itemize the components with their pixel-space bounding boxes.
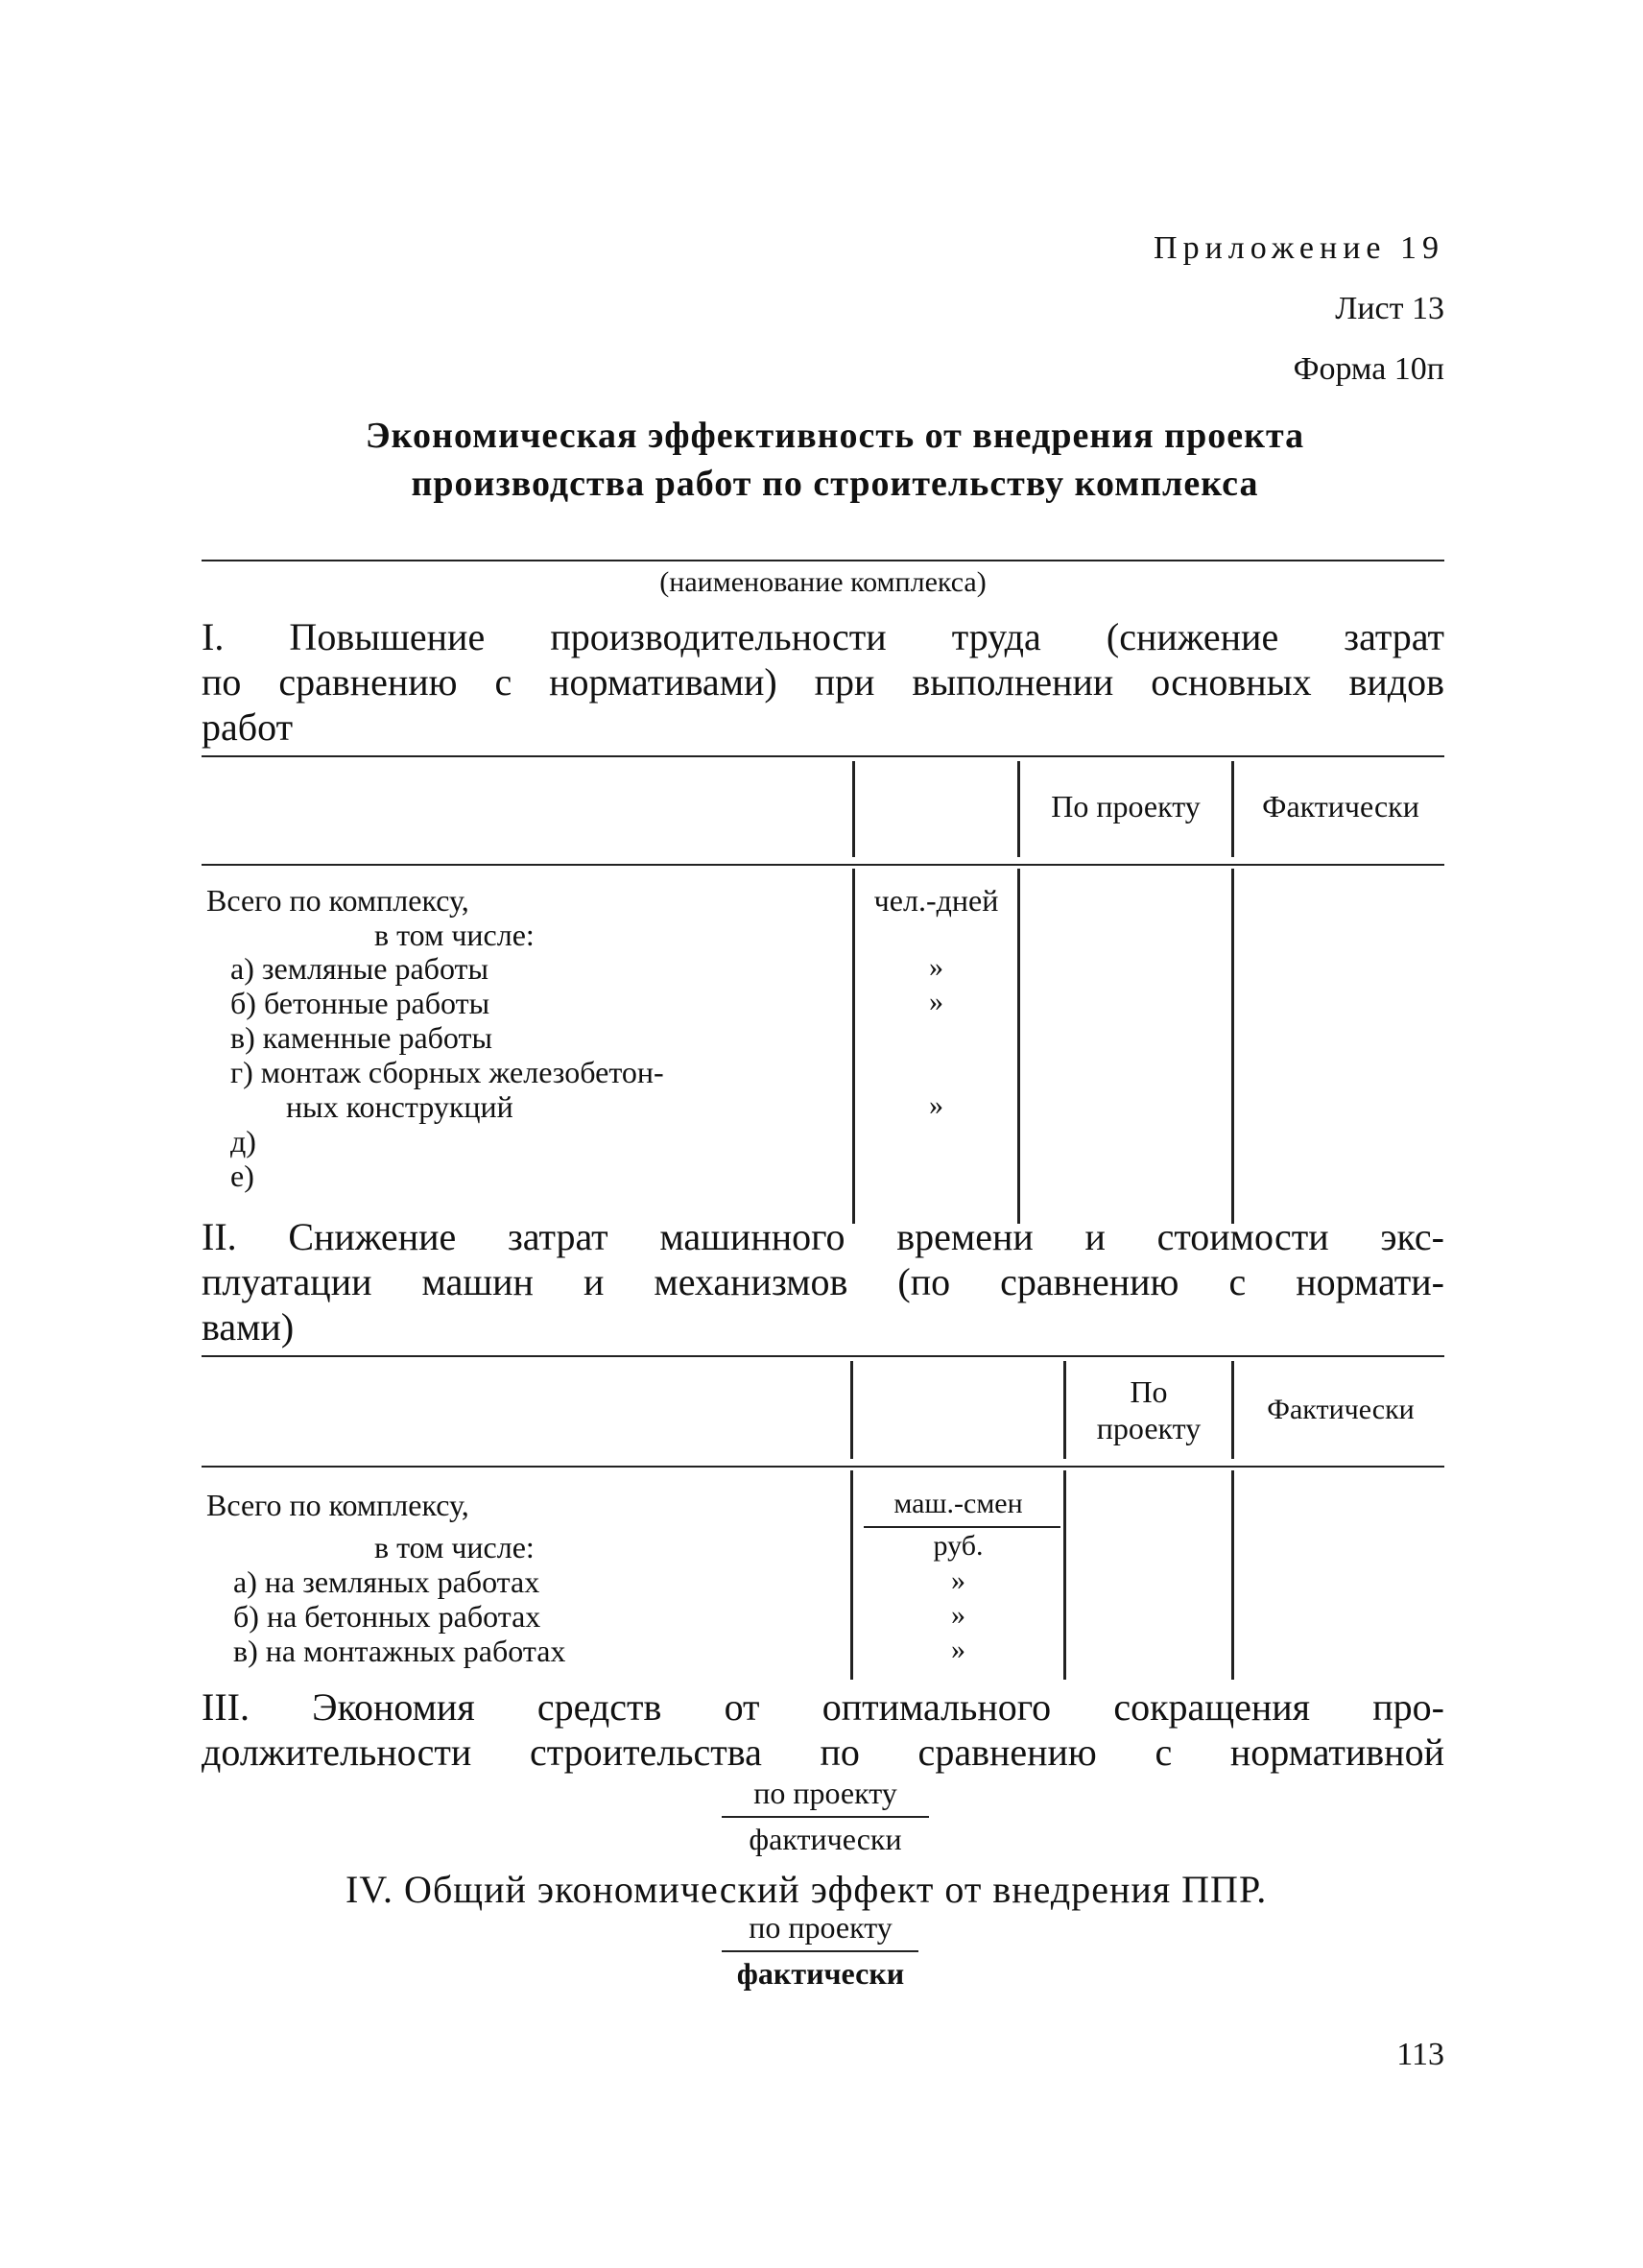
table1-divider-1-body bbox=[852, 869, 855, 1224]
table2-item-label: в) на монтажных работах bbox=[233, 1634, 566, 1668]
complex-caption: (наименование комплекса) bbox=[659, 566, 987, 598]
table2-divider-3-body bbox=[1231, 1470, 1234, 1680]
table1-divider-2-body bbox=[1017, 869, 1020, 1224]
section4-fraction-line bbox=[722, 1950, 918, 1952]
document-title-line2: производства работ по строительству комплекса bbox=[411, 464, 1259, 504]
table2-item-label: б) на бетонных работах bbox=[233, 1599, 541, 1634]
table1-item-unit: » bbox=[929, 1089, 943, 1121]
section2-heading-line3: вами) bbox=[202, 1305, 295, 1349]
table2-item-unit: » bbox=[951, 1599, 965, 1631]
table2-col-project-line2: проекту bbox=[1096, 1411, 1202, 1445]
table1-divider-3-body bbox=[1231, 869, 1234, 1224]
table2-item-unit: » bbox=[951, 1564, 965, 1596]
table2-total-label: Всего по комплексу, bbox=[206, 1488, 469, 1522]
section1-heading-line2: по сравнению с нормативами) при выполнении основных видов bbox=[202, 660, 1444, 704]
table2-header-rule bbox=[202, 1466, 1444, 1468]
section1-heading-line1: I. Повышение производительности труда (снижение затрат bbox=[202, 615, 1444, 658]
table1-divider-1-head bbox=[852, 761, 855, 857]
table1-item-label: д) bbox=[230, 1124, 256, 1158]
table2-divider-1-head bbox=[850, 1361, 853, 1459]
document-title-line1: Экономическая эффективность от внедрения проекта bbox=[365, 416, 1305, 456]
table1-item-label: в) каменные работы bbox=[230, 1020, 492, 1055]
table1-col-project: По проекту bbox=[1051, 789, 1201, 824]
table1-col-actual: Фактически bbox=[1262, 789, 1419, 824]
section3-heading-line1: III. Экономия средств от оптимального сокращения про- bbox=[202, 1685, 1444, 1729]
table2-divider-2-body bbox=[1063, 1470, 1066, 1680]
table2-top-rule bbox=[202, 1355, 1444, 1357]
section4-numerator: по проекту bbox=[749, 1910, 893, 1945]
table1-item-label: е) bbox=[230, 1158, 254, 1193]
form-label: Форма 10п bbox=[1293, 351, 1444, 387]
section3-denominator: фактически bbox=[749, 1822, 902, 1856]
table1-total-unit: чел.-дней bbox=[873, 883, 999, 918]
table1-top-rule bbox=[202, 755, 1444, 757]
table2-unit-numerator: маш.-смен bbox=[893, 1488, 1023, 1519]
table2-item-label: а) на земляных работах bbox=[233, 1564, 540, 1599]
table2-including-label: в том числе: bbox=[374, 1530, 535, 1564]
table2-col-project-line1: По bbox=[1130, 1374, 1168, 1409]
table1-item-label: ных конструкций bbox=[286, 1089, 513, 1124]
complex-name-line bbox=[202, 560, 1444, 561]
table1-item-label: б) бетонные работы bbox=[230, 986, 490, 1020]
table1-item-unit: » bbox=[929, 986, 943, 1017]
section3-numerator: по проекту bbox=[753, 1776, 897, 1810]
section4-denominator: фактически bbox=[736, 1956, 905, 1991]
table2-unit-denominator: руб. bbox=[933, 1530, 984, 1562]
table2-item-unit: » bbox=[951, 1634, 965, 1665]
page-number: 113 bbox=[1396, 2037, 1444, 2072]
table1-header-rule bbox=[202, 864, 1444, 866]
table1-including-label: в том числе: bbox=[374, 918, 535, 952]
sheet-label: Лист 13 bbox=[1335, 291, 1444, 326]
table1-item-label: а) земляные работы bbox=[230, 951, 489, 986]
table2-col-actual: Фактически bbox=[1267, 1394, 1415, 1425]
table1-item-unit: » bbox=[929, 951, 943, 983]
table2-unit-fraction-line bbox=[864, 1526, 1060, 1528]
table1-item-label: г) монтаж сборных железобетон- bbox=[230, 1055, 664, 1089]
section3-heading-line2: должительности строительства по сравнению с нормативной bbox=[202, 1731, 1444, 1774]
appendix-label: Приложение 19 bbox=[1154, 230, 1444, 266]
section3-fraction-line bbox=[722, 1816, 929, 1818]
section1-heading-line3: работ bbox=[202, 705, 294, 749]
section2-heading-line2: плуатации машин и механизмов (по сравнению с нормати- bbox=[202, 1260, 1444, 1303]
section4-heading: IV. Общий экономический эффект от внедрения ППР. bbox=[345, 1868, 1268, 1911]
table1-total-label: Всего по комплексу, bbox=[206, 883, 469, 918]
section2-heading-line1: II. Снижение затрат машинного времени и стоимости экс- bbox=[202, 1215, 1444, 1258]
